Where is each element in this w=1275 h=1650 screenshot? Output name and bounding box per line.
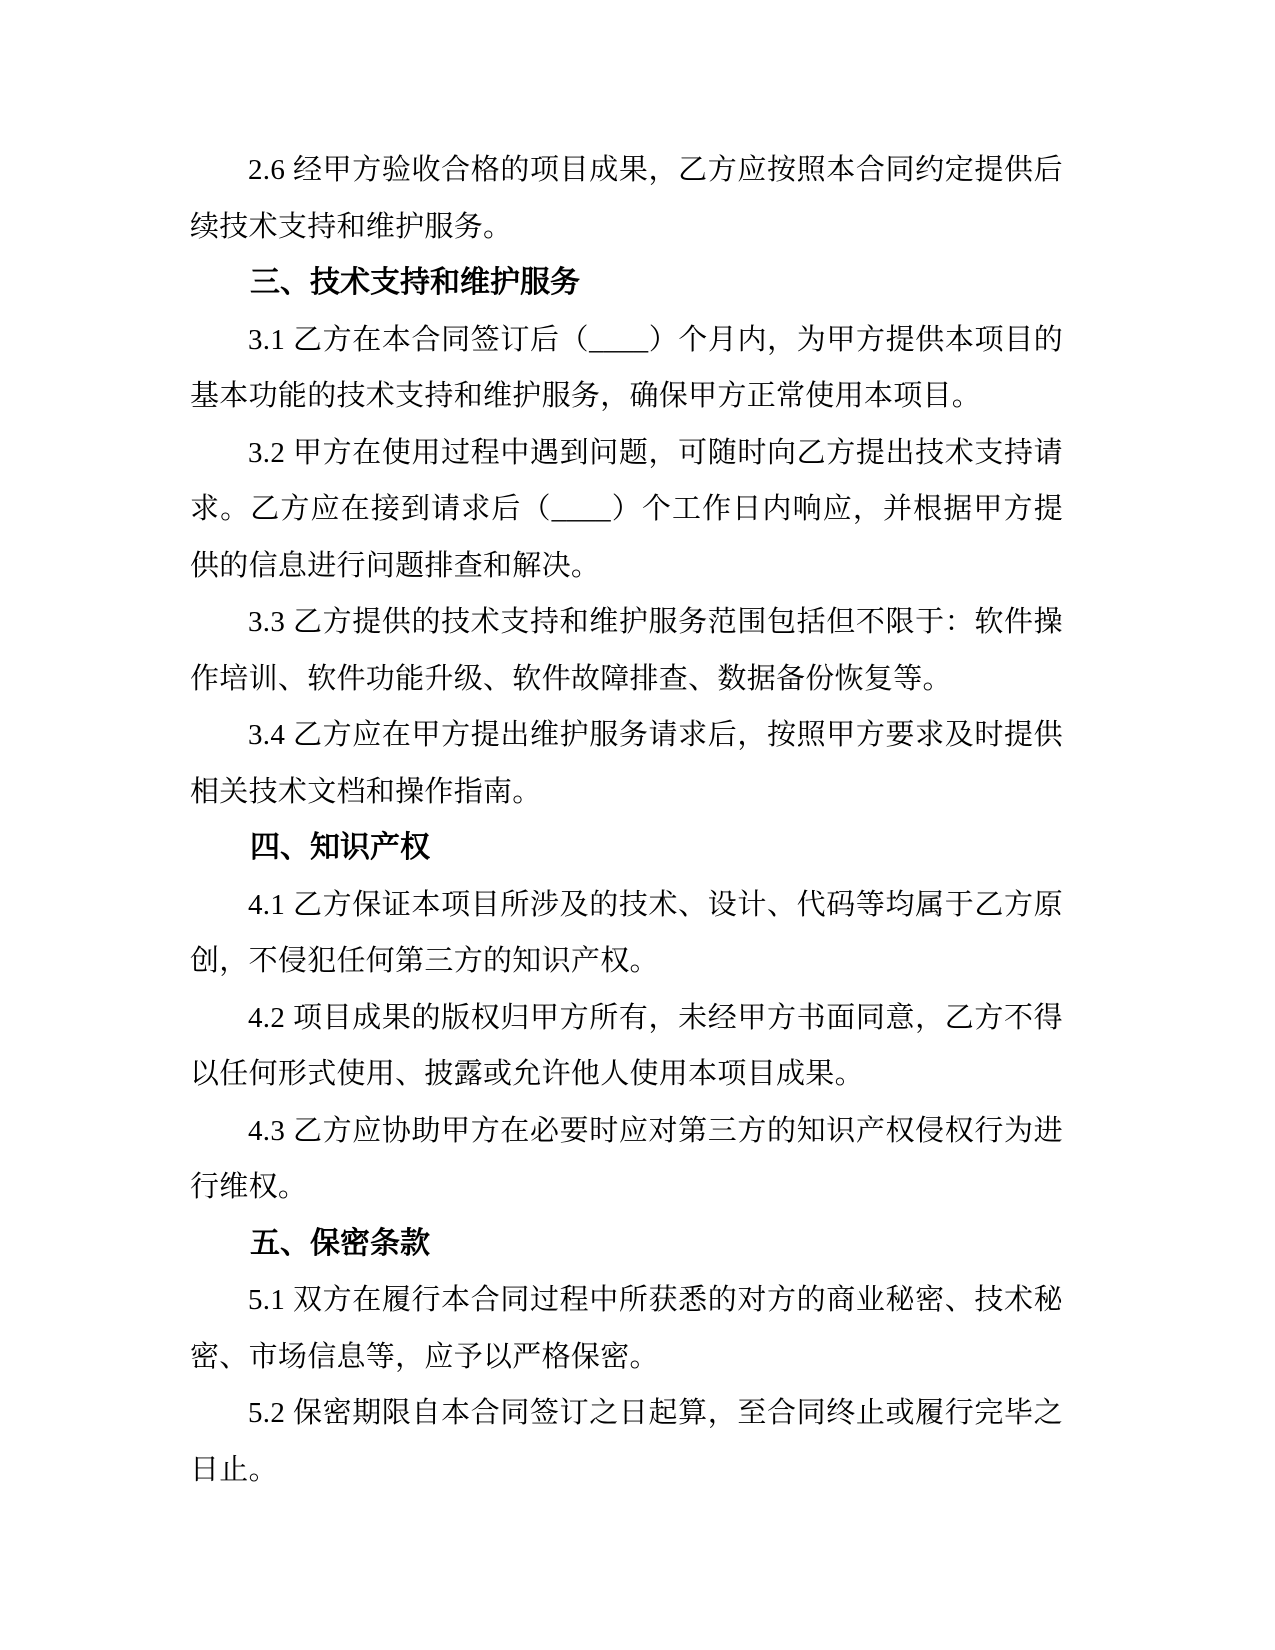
section-heading-support: 三、技术支持和维护服务 <box>250 266 580 299</box>
clause-3-1: 3.1 乙方在本合同签订后（____）个月内，为甲方提供本项目的基本功能的技术支持和维护服务，确保甲方正常使用本项目。 <box>190 323 1063 412</box>
clause-5-1: 5.1 双方在履行本合同过程中所获悉的对方的商业秘密、技术秘密、市场信息等，应予以严格保密。 <box>190 1284 1063 1373</box>
clause-2-6: 2.6 经甲方验收合格的项目成果，乙方应按照本合同约定提供后续技术支持和维护服务。 <box>190 154 1063 243</box>
clause-3-2: 3.2 甲方在使用过程中遇到问题，可随时向乙方提出技术支持请求。乙方应在接到请求后（____）个工作日内响应，并根据甲方提供的信息进行问题排查和解决。 <box>190 436 1063 582</box>
clause-4-2: 4.2 项目成果的版权归甲方所有，未经甲方书面同意，乙方不得以任何形式使用、披露或允许他人使用本项目成果。 <box>190 1001 1063 1090</box>
clause-4-3: 4.3 乙方应协助甲方在必要时应对第三方的知识产权侵权行为进行维权。 <box>190 1114 1063 1203</box>
section-heading-confidentiality: 五、保密条款 <box>250 1226 430 1260</box>
clause-3-4: 3.4 乙方应在甲方提出维护服务请求后，按照甲方要求及时提供相关技术文档和操作指南。 <box>190 719 1063 808</box>
clause-5-2: 5.2 保密期限自本合同签订之日起算，至合同终止或履行完毕之日止。 <box>190 1397 1063 1486</box>
clause-4-1: 4.1 乙方保证本项目所涉及的技术、设计、代码等均属于乙方原创，不侵犯任何第三方的知识产权。 <box>190 888 1063 977</box>
contract-body <box>190 142 1063 1498</box>
section-heading-ip: 四、知识产权 <box>250 831 430 864</box>
clause-3-3: 3.3 乙方提供的技术支持和维护服务范围包括但不限于：软件操作培训、软件功能升级、软件故障排查、数据备份恢复等。 <box>190 606 1063 695</box>
